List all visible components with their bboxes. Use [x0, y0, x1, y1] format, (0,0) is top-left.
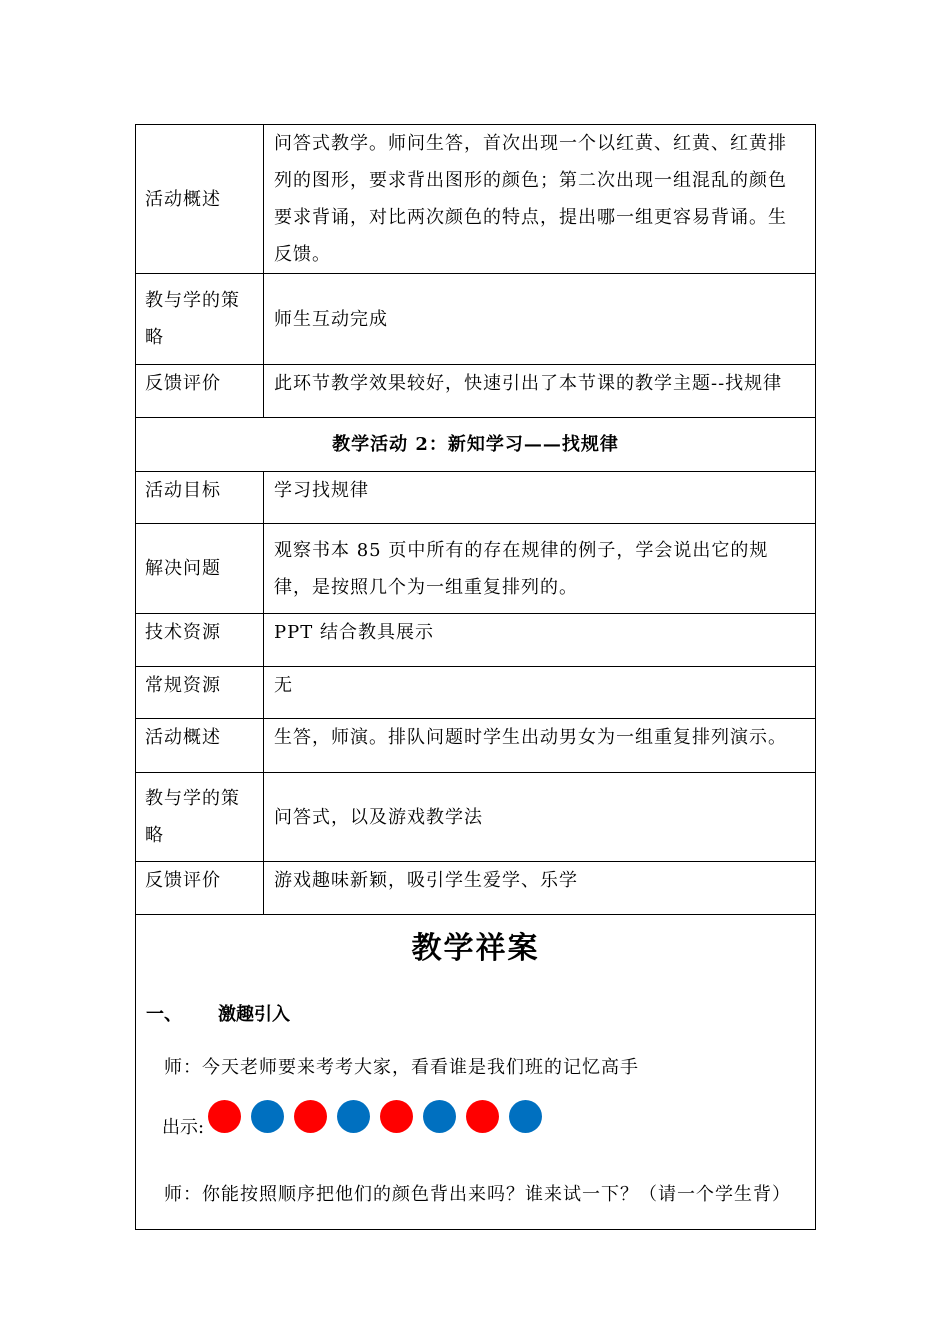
heading-text: 激趣引入 [218, 1004, 290, 1025]
dot-row [208, 1100, 552, 1137]
row-content: 此环节教学效果较好，快速引出了本节课的教学主题--找规律 [264, 365, 816, 418]
lesson-table [135, 124, 816, 915]
color-sequence [162, 1101, 552, 1138]
table-row [136, 862, 816, 915]
red-circle-3 [294, 1100, 327, 1133]
table-row [136, 125, 816, 274]
row-content: 观察书本 85 页中所有的存在规律的例子，学会说出它的规律，是按照几个为一组重复排列的。 [264, 524, 816, 614]
table-row [136, 274, 816, 365]
table-row [136, 524, 816, 614]
blue-circle-6 [423, 1100, 456, 1133]
red-circle-7 [466, 1100, 499, 1133]
blue-circle-2 [251, 1100, 284, 1133]
blue-circle-8 [509, 1100, 542, 1133]
row-content: 生答，师演。排队问题时学生出动男女为一组重复排列演示。 [264, 719, 816, 773]
lesson-plan-section [135, 915, 816, 1230]
paragraph: 师：你能按照顺序把他们的颜色背出来吗？谁来试一下？（请一个学生背） [164, 1184, 791, 1205]
row-label: 反馈评价 [136, 862, 264, 915]
table-row [136, 472, 816, 524]
section-row [136, 418, 816, 472]
row-content: 师生互动完成 [264, 274, 816, 365]
table-row [136, 614, 816, 667]
table-row [136, 667, 816, 719]
row-content: 游戏趣味新颖，吸引学生爱学、乐学 [264, 862, 816, 915]
row-label: 技术资源 [136, 614, 264, 667]
row-content: 无 [264, 667, 816, 719]
red-circle-5 [380, 1100, 413, 1133]
blue-circle-4 [337, 1100, 370, 1133]
plan-title: 教学祥案 [411, 931, 540, 966]
row-label: 活动概述 [136, 719, 264, 773]
red-circle-1 [208, 1100, 241, 1133]
row-label: 解决问题 [136, 524, 264, 614]
row-label: 教与学的策略 [136, 274, 264, 365]
lesson-document [135, 124, 816, 1230]
row-content: PPT 结合教具展示 [264, 614, 816, 667]
row-label: 活动概述 [136, 125, 264, 274]
row-label: 教与学的策略 [136, 773, 264, 862]
section-title: 教学活动 2：新知学习——找规律 [136, 418, 816, 472]
section-heading [146, 1000, 290, 1026]
show-label: 出示: [162, 1117, 205, 1138]
row-label: 活动目标 [136, 472, 264, 524]
row-label: 反馈评价 [136, 365, 264, 418]
row-content: 学习找规律 [264, 472, 816, 524]
table-row [136, 773, 816, 862]
table-row [136, 365, 816, 418]
heading-number: 一、 [146, 1004, 182, 1025]
row-content: 问答式教学。师问生答，首次出现一个以红黄、红黄、红黄排列的图形，要求背出图形的颜色；第二次出现一组混乱的颜色要求背诵，对比两次颜色的特点，提出哪一组更容易背诵。生反馈。 [264, 125, 816, 274]
row-content: 问答式，以及游戏教学法 [264, 773, 816, 862]
paragraph: 师：今天老师要来考考大家，看看谁是我们班的记忆高手 [164, 1057, 639, 1078]
table-row [136, 719, 816, 773]
row-label: 常规资源 [136, 667, 264, 719]
